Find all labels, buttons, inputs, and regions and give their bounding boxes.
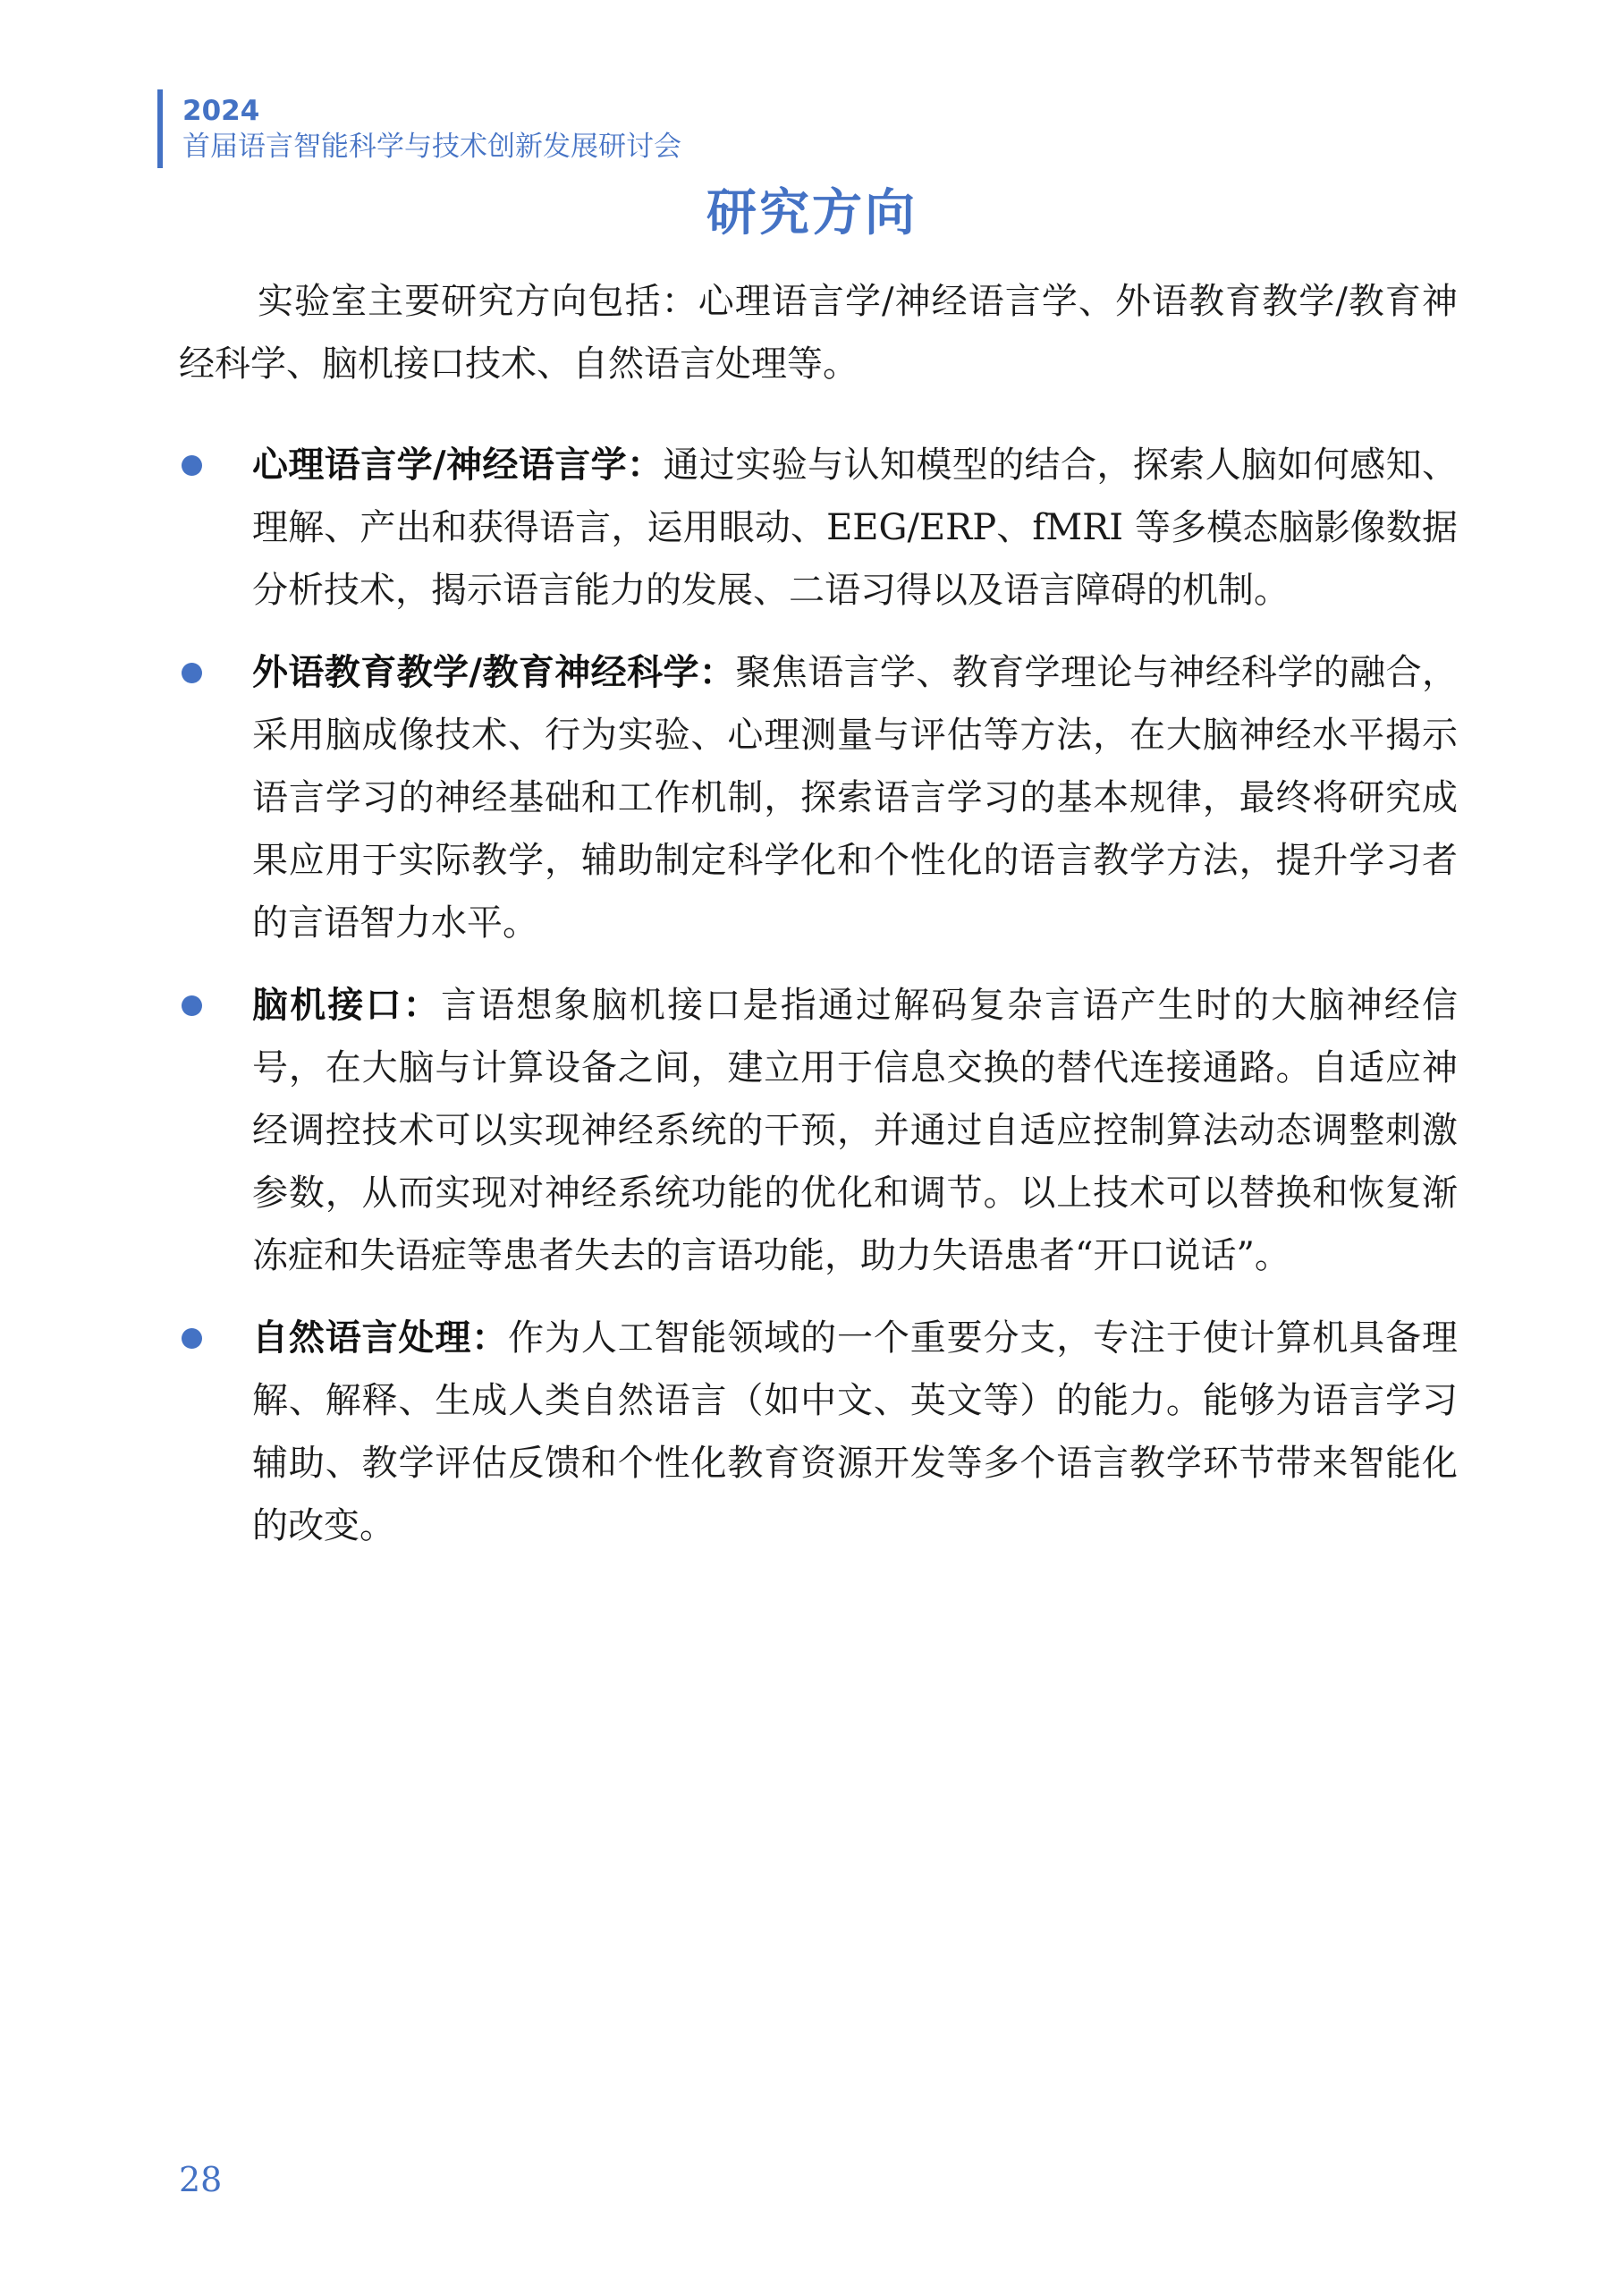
bullet-dot-icon [182,1328,202,1349]
intro-paragraph: 实验室主要研究方向包括：心理语言学/神经语言学、外语教育教学/教育神经科学、脑机接口技术、自然语言处理等。 [179,281,1458,385]
list-item [179,974,1458,1287]
list-item-text: 聚焦语言学、教育学理论与神经科学的融合，采用脑成像技术、行为实验、心理测量与评估等方法，在大脑神经水平揭示语言学习的神经基础和工作机制，探索语言学习的基本规律，最终将研究成果应用于实际教学，辅助制定科学化和个性化的语言教学方法，提升学习者的言语智力水平。 [252,652,1459,944]
list-item [179,641,1458,954]
running-header [157,89,681,168]
bullet-dot-icon [182,995,202,1016]
list-item-text: 通过实验与认知模型的结合，探索人脑如何感知、理解、产出和获得语言，运用眼动、EEG/ERP、fMRI 等多模态脑影像数据分析技术，揭示语言能力的发展、二语习得以及语言障碍的机制。 [252,445,1459,611]
page-number: 28 [179,2160,223,2199]
list-item-term: 自然语言处理： [252,1317,509,1359]
list-item-term: 外语教育教学/教育神经科学： [252,651,736,693]
list-item [179,1307,1458,1557]
page-title: 研究方向 [706,183,918,242]
bullet-dot-icon [182,455,202,476]
list-item-text: 作为人工智能领域的一个重要分支，专注于使计算机具备理解、解释、生成人类自然语言（如中文、英文等）的能力。能够为语言学习辅助、教学评估反馈和个性化教育资源开发等多个语言教学环节带来智能化的改变。 [252,1317,1458,1546]
bullet-dot-icon [182,663,202,683]
header-year: 2024 [182,95,260,127]
research-directions-list [179,434,1458,1577]
list-item-term: 脑机接口： [252,984,441,1026]
list-item [179,434,1458,622]
list-item-text: 言语想象脑机接口是指通过解码复杂言语产生时的大脑神经信号，在大脑与计算设备之间，建立用于信息交换的替代连接通路。自适应神经调控技术可以实现神经系统的干预，并通过自适应控制算法动态调整刺激参数，从而实现对神经系统功能的优化和调节。以上技术可以替换和恢复渐冻症和失语症等患者失去的言语功能，助力失语患者“开口说话”。 [252,985,1459,1276]
header-conference-name: 首届语言智能科学与技术创新发展研讨会 [182,131,681,163]
list-item-term: 心理语言学/神经语言学： [252,444,664,486]
